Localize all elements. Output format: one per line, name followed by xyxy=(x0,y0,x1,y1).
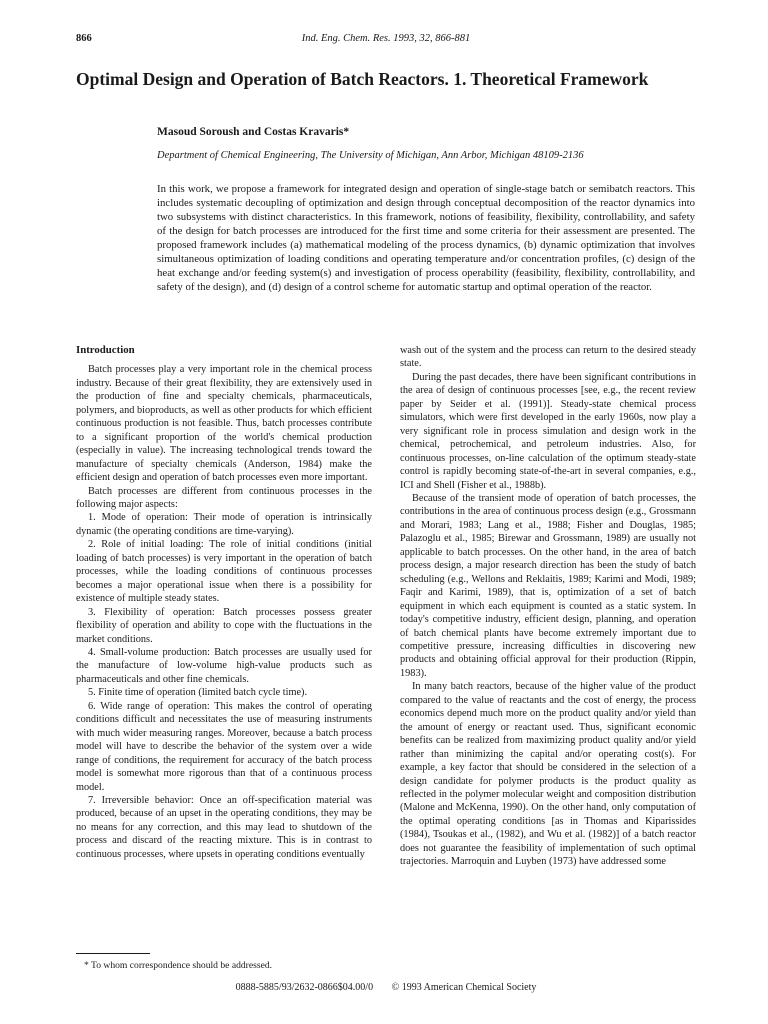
list-item: 7. Irreversible behavior: Once an off-specification material was produced, because of an upset in the operating conditions, they may be no means for any correction, and this may lead to shutdown of the process and discard of the reacting mixture. This is in contrast to continuous processes, where upsets in operating conditions eventually xyxy=(76,794,372,860)
running-header xyxy=(76,33,696,49)
page-footer xyxy=(76,982,696,993)
article-code: 0888-5885/93/2632-0866$04.00/0 xyxy=(235,982,374,993)
abstract xyxy=(157,183,695,295)
list-item: 5. Finite time of operation (limited batch cycle time). xyxy=(88,687,308,699)
paragraph: wash out of the system and the process can return to the desired steady state. xyxy=(400,345,696,370)
author-affiliation: Department of Chemical Engineering, The University of Michigan, Ann Arbor, Michigan 48109-2136 xyxy=(157,150,584,161)
paragraph: In many batch reactors, because of the higher value of the product compared to the value of reactants and the cost of energy, the process economics depend much more on the product quality and/or yield than the amount of energy or reactant used. Thus, significant economic benefits can be realized from maximizing product quality and/or yield rather than minimizing the capital and/or operating cost(s). For example, a key factor that should be considered in the selection of a design candidate for polymer products is the product quality as reflected in the polymer molecular weight and composition distribution (Malone and McKenna, 1990). On the other hand, only computation of the optimal operating conditions [as in Thomas and Kiparissides (1984), Tsoukas et al., (1982), and Wu et al. (1982)] of a batch reactor does not guarantee the feasibility of implementation of such optimal trajectories. Marroquin and Luyben (1973) have addressed some xyxy=(400,681,696,868)
correspondence-footnote: * To whom correspondence should be addressed. xyxy=(84,960,273,971)
list-item: 4. Small-volume production: Batch processes are usually used for the manufacture of low-volume high-value products such as pharmaceuticals and other fine chemicals. xyxy=(76,646,372,685)
article-title: Optimal Design and Operation of Batch Reactors. 1. Theoretical Framework xyxy=(76,69,649,89)
abstract-text: In this work, we propose a framework for integrated design and operation of single-stage batch or semibatch reactors. This includes systematic decoupling of optimization and design through conceptual decomposition of the reactor dynamics into two subsystems with distinct characteristics. In this framework, notions of feasibility, flexibility, controllability, and safety of the design for batch processes are introduced for the first time and some criteria for their assessment are presented. The proposed framework includes (a) mathematical modeling of the process dynamics, (b) dynamic optimization that involves simultaneous optimization of loading conditions and operating temperature and/or concentration profiles, (c) design of the heat exchange and/or feeding system(s) and investigation of process operability (feasibility, flexibility, controllability, and safety of the design), and (d) design of a control scheme for automatic startup and optimal operation of the reactor. xyxy=(157,183,695,293)
list-item: 6. Wide range of operation: This makes the control of operating conditions difficult and necessitates the use of measuring instruments with much wider measuring ranges. Moreover, because a batch process model will have to describe the behavior of the system over a wide range of conditions, the requirement for accuracy of the batch process model is somewhat more rigorous than that of a continuous process model. xyxy=(76,700,372,793)
paragraph: Because of the transient mode of operation of batch processes, the contributions in the area of continuous process design (e.g., Grossmann and Morari, 1983; Lang et al., 1988; Fisher and Douglas, 1985; Palazoglu et al., 1985; Birewar and Grossmann, 1989) are usually not applicable to batch processes. On the other hand, in the area of batch process design, a major research direction has been the study of batch scheduling (e.g., Wellons and Reklaitis, 1989; Karimi and Modi, 1989; Faqir and Karimi, 1989), that is, optimization of a set of batch equipment in which each equipment is counted as a static system. In today's competitive industry, efficient design, planning, and operation of batch chemical plants have become extremely important due to competitive pressure, increasing difficulties in discovering new products and obtaining official approval for their production (Rippin, 1983). xyxy=(400,492,696,679)
copyright-notice: © 1993 American Chemical Society xyxy=(391,982,537,993)
journal-citation: Ind. Eng. Chem. Res. 1993, 32, 866-881 xyxy=(301,33,471,44)
list-item: 1. Mode of operation: Their mode of operation is intrinsically dynamic (the operating conditions are time-varying). xyxy=(76,512,372,537)
list-item: 3. Flexibility of operation: Batch processes possess greater flexibility of operation and ability to cope with the fluctuations in the market conditions. xyxy=(76,606,372,645)
paragraph: Batch processes play a very important role in the chemical process industry. Because of their great flexibility, they are extensively used in the production of fine and specialty chemicals, pharmaceuticals, polymers, and bioproducts, as well as other products for which efficient continuous production is not feasible. Thus, batch processes contribute to a significant proportion of the world's chemical production (especially in value). The increasing technological trends toward the manufacture of specialty chemicals (Anderson, 1984) make the efficient design and operation of batch processes even more important. xyxy=(76,364,372,484)
section-heading-introduction: Introduction xyxy=(76,344,135,356)
list-item: 2. Role of initial loading: The role of initial conditions (initial loading of batch processes) is very important in the operation of batch processes, while the loading conditions of continuous processes becomes a major operational issue when there is a possibility for existence of multiple steady states. xyxy=(76,539,372,605)
right-column xyxy=(400,344,696,869)
footnote-divider xyxy=(76,953,150,954)
author-list: Masoud Soroush and Costas Kravaris* xyxy=(157,126,350,138)
paragraph: During the past decades, there have been significant contributions in the area of design of continuous processes [see, e.g., the recent review paper by Seider et al. (1991)]. Steady-state chemical process simulators, which were first developed in the early 1960s, now play a very significant role in process simulation and design work in the chemical, petrochemical, and petroleum industries. Also, for continuous processes, on-line calculation of the optimum steady-state control is rapidly becoming state-of-the-art in several companies, e.g., ICI and Shell (Fisher et al., 1988b). xyxy=(400,371,696,491)
page-number: 866 xyxy=(76,33,92,44)
left-column xyxy=(76,344,372,861)
paragraph: Batch processes are different from continuous processes in the following major aspects: xyxy=(76,485,372,510)
